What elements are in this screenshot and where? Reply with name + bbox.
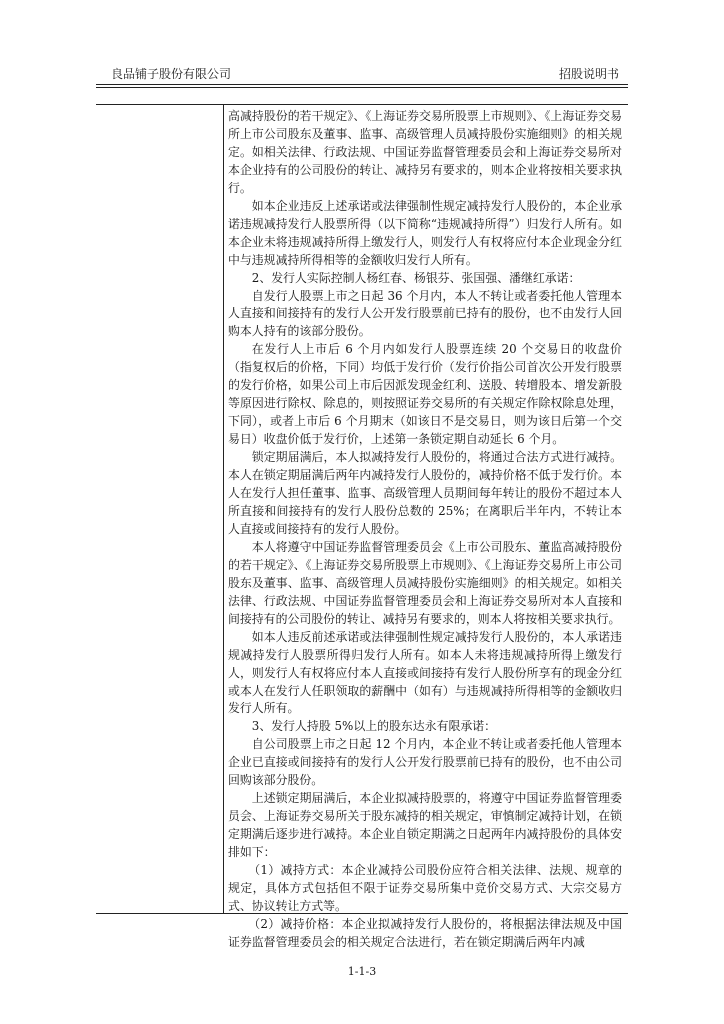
paragraph: 如本企业违反上述承诺或法律强制性规定减持发行人股份的，本企业承诺违规减持发行人股票所得（以下简称“违规减持所得”）归发行人所有。如本企业未将违规减持所得上缴发行人，则发行人有权将应付本企业现金分红中与违规减持所得相等的金额收归发行人所有。 — [228, 198, 622, 267]
header-rule-secondary — [96, 87, 628, 88]
paragraph: 本人将遵守中国证券监督管理委员会《上市公司股东、董监高减持股份的若干规定》、《上海证券交易所股票上市规则》、《上海证券交易所上市公司股东及董事、监事、高级管理人员减持股份实施细则》的相关规定。如相关法律、行政法规、中国证券监督管理委员会和上海证券交易所对本人直接和间接持有的公司股份的转让、减持另有要求的，则本人将按相关要求执行。 — [228, 539, 622, 626]
header-document-type: 招股说明书 — [558, 67, 619, 81]
list-item: （1）减持方式：本企业减持公司股份应符合相关法律、法规、规章的规定，具体方式包括但不限于证券交易所集中竞价交易方式、大宗交易方式、协议转让方式等。 — [228, 863, 622, 913]
paragraph: 如本人违反前述承诺或法律强制性规定减持发行人股份的，本人承诺违规减持发行人股票所得归发行人所有。如本人未将违规减持所得上缴发行人，则发行人有权将应付本人直接或间接持有发行人股份所享有的现金分红或本人在发行人任职领取的薪酬中（如有）与违规减持所得相等的金额收归发行人所有。 — [228, 629, 622, 716]
paragraph: 自公司股票上市之日起 12 个月内，本企业不转让或者委托他人管理本企业已直接或间接持有的发行人公开发行股票前已持有的股份，也不由公司回购该部分股份。 — [228, 737, 622, 788]
table-column-divider — [223, 104, 224, 913]
header-company-name: 良品铺子股份有限公司 — [111, 67, 232, 81]
paragraph: 锁定期届满后，本人拟减持发行人股份的，将通过合法方式进行减持。本人在锁定期届满后两年内减持发行人股份的，减持价格不低于发行价。本人在发行人担任董事、监事、高级管理人员期间每年转让的股份不超过本人所直接和间接持有的发行人股份总数的 25%；在离职后半年内，不转让本人直接或间接持有的发行人股份。 — [228, 450, 622, 536]
paragraph: 高减持股份的若干规定》、《上海证券交易所股票上市规则》、《上海证券交易所上市公司股东及董事、监事、高级管理人员减持股份实施细则》的相关规定。如相关法律、行政法规、中国证券监督管理委员会和上海证券交易所对本企业持有的公司股份的转让、减持另有要求的，则本企业将按相关要求执行。 — [228, 109, 622, 195]
section-heading: 3、发行人持股 5%以上的股东达永有限承诺： — [251, 719, 497, 734]
section-heading: 2、发行人实际控制人杨红春、杨银芬、张国强、潘继红承诺： — [251, 270, 581, 285]
page-number: 1-1-3 — [347, 965, 377, 978]
header-rule — [96, 84, 628, 85]
paragraph: 在发行人上市后 6 个月内如发行人股票连续 20 个交易日的收盘价（指复权后的价格，下同）均低于发行价（发行价指公司首次公开发行股票的发行价格，如果公司上市后因派发现金红利、送股、转增股本、增发新股等原因进行除权、除息的，则按照证券交易所的有关规定作除权除息处理，下同），或者上市后 6 个月期末（如该日不是交易日，则为该日后第一个交易日）收盘价低于发行价，上述第一条锁定期自动延长 6 个月。 — [228, 342, 622, 447]
paragraph: 自发行人股票上市之日起 36 个月内，本人不转让或者委托他人管理本人直接和间接持有的发行人公开发行股票前已持有的股份，也不由发行人回购本人持有的该部分股份。 — [228, 288, 622, 339]
table-content-cell — [228, 108, 622, 952]
list-item: （2）减持价格：本企业拟减持发行人股份的，将根据法律法规及中国证券监督管理委员会的相关规定合法进行，若在锁定期满后两年内减 — [228, 916, 622, 949]
paragraph: 上述锁定期届满后，本企业拟减持股票的，将遵守中国证券监督管理委员会、上海证券交易所关于股东减持的相关规定，审慎制定减持计划，在锁定期满后逐步进行减持。本企业自锁定期满之日起两年内减持股份的具体安排如下： — [228, 791, 622, 860]
